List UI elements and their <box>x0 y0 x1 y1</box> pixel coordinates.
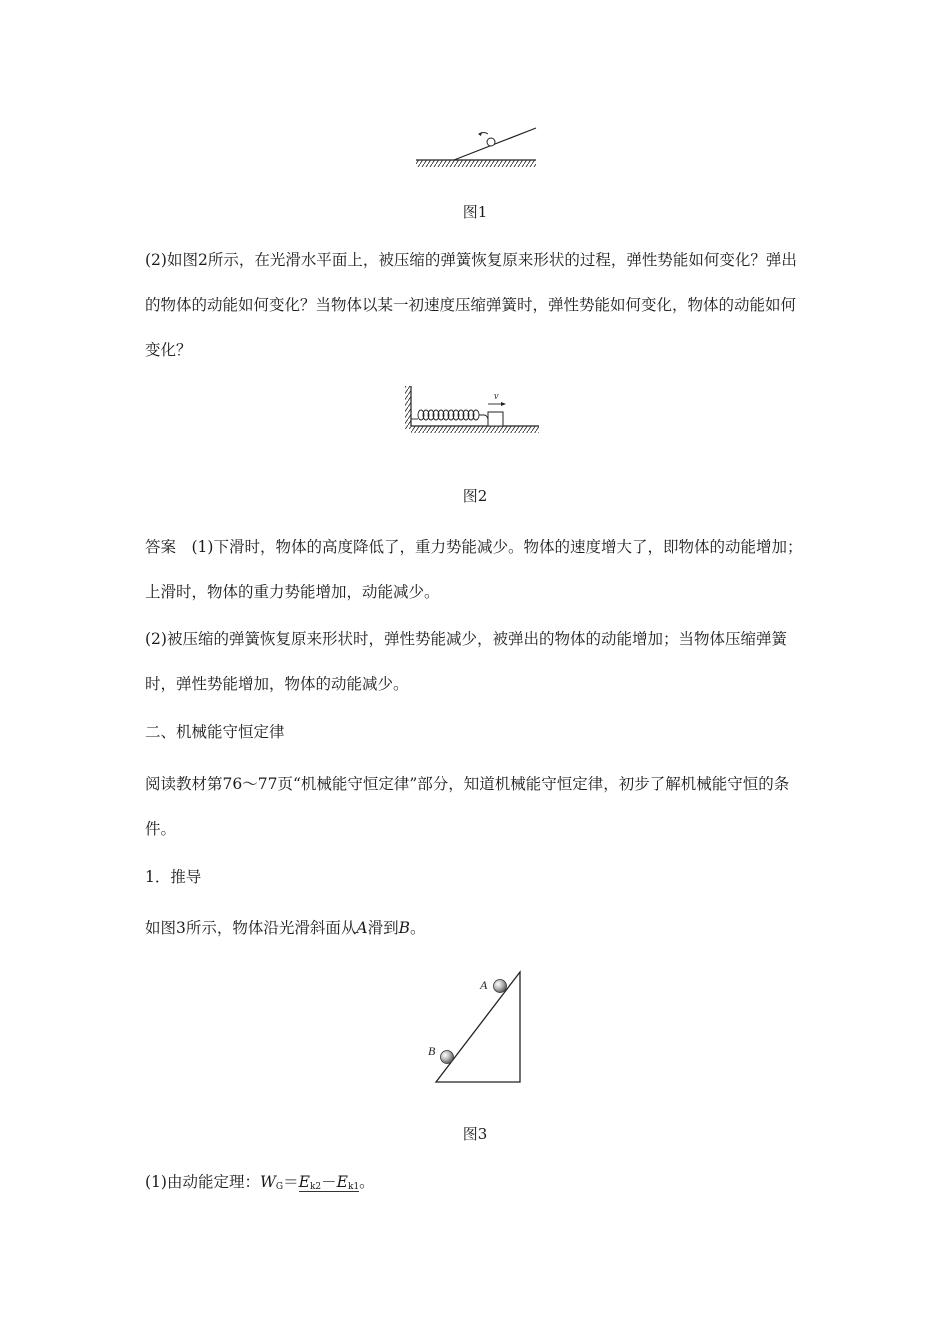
kinetic-energy-theorem-line <box>145 1160 810 1210</box>
figure-3-label-b: B <box>428 1044 436 1058</box>
figure-2-velocity-label: v <box>494 391 499 402</box>
ball-a <box>494 980 507 993</box>
figure-2-caption: 图2 <box>462 487 488 505</box>
ek1-symbol: E <box>336 1173 348 1191</box>
figure-3-caption: 图3 <box>462 1125 488 1143</box>
answer-paragraph-1: 答案 (1)下滑时，物体的高度降低了，重力势能减少。物体的速度增大了，即物体的动能增加；上滑时，物体的重力势能增加，动能减少。 <box>145 538 803 601</box>
question-2-text: (2)如图2所示，在光滑水平面上，被压缩的弹簧恢复原来形状的过程，弹性势能如何变化？弹出的物体的动能如何变化？当物体以某一初速度压缩弹簧时，弹性势能如何变化，物体的动能如何变化？ <box>145 251 797 359</box>
answer-paragraph-2: (2)被压缩的弹簧恢复原来形状时，弹性势能减少，被弹出的物体的动能增加；当物体压缩弹簧时，弹性势能增加，物体的动能减少。 <box>145 630 787 693</box>
figure-1-incline <box>412 122 542 174</box>
figure-3-intro-prefix: 如图3所示，物体沿光滑斜面从 <box>145 919 357 937</box>
minus-sign: － <box>321 1173 337 1191</box>
work-subscript: G <box>275 1182 284 1192</box>
figure-3-intro-suffix: 。 <box>409 919 426 937</box>
formula-answer-blank <box>299 1173 360 1192</box>
ek2-symbol: E <box>298 1173 310 1191</box>
work-symbol: W <box>259 1173 276 1191</box>
figure-3-label-a: A <box>480 978 488 992</box>
point-b-label: B <box>398 919 410 937</box>
figure-3-intro <box>145 906 810 951</box>
subsection-1-heading: 1．推导 <box>145 868 202 886</box>
figure-1-caption: 图1 <box>462 203 488 221</box>
ball-b <box>441 1051 454 1064</box>
figure-3-slope <box>420 966 530 1090</box>
ek2-subscript: k2 <box>309 1182 322 1192</box>
ek1-subscript: k1 <box>347 1182 360 1192</box>
formula-end: 。 <box>359 1173 375 1191</box>
formula-prefix: (1)由动能定理： <box>145 1173 260 1191</box>
figure-3-intro-mid: 滑到 <box>367 919 399 937</box>
section-2-heading: 二、机械能守恒定律 <box>145 723 285 741</box>
section-2-intro: 阅读教材第76～77页“机械能守恒定律”部分，知道机械能守恒定律，初步了解机械能守恒的条件。 <box>145 775 790 838</box>
figure-2-spring <box>404 383 544 437</box>
equals-sign: ＝ <box>283 1173 299 1191</box>
point-a-label: A <box>356 919 368 937</box>
